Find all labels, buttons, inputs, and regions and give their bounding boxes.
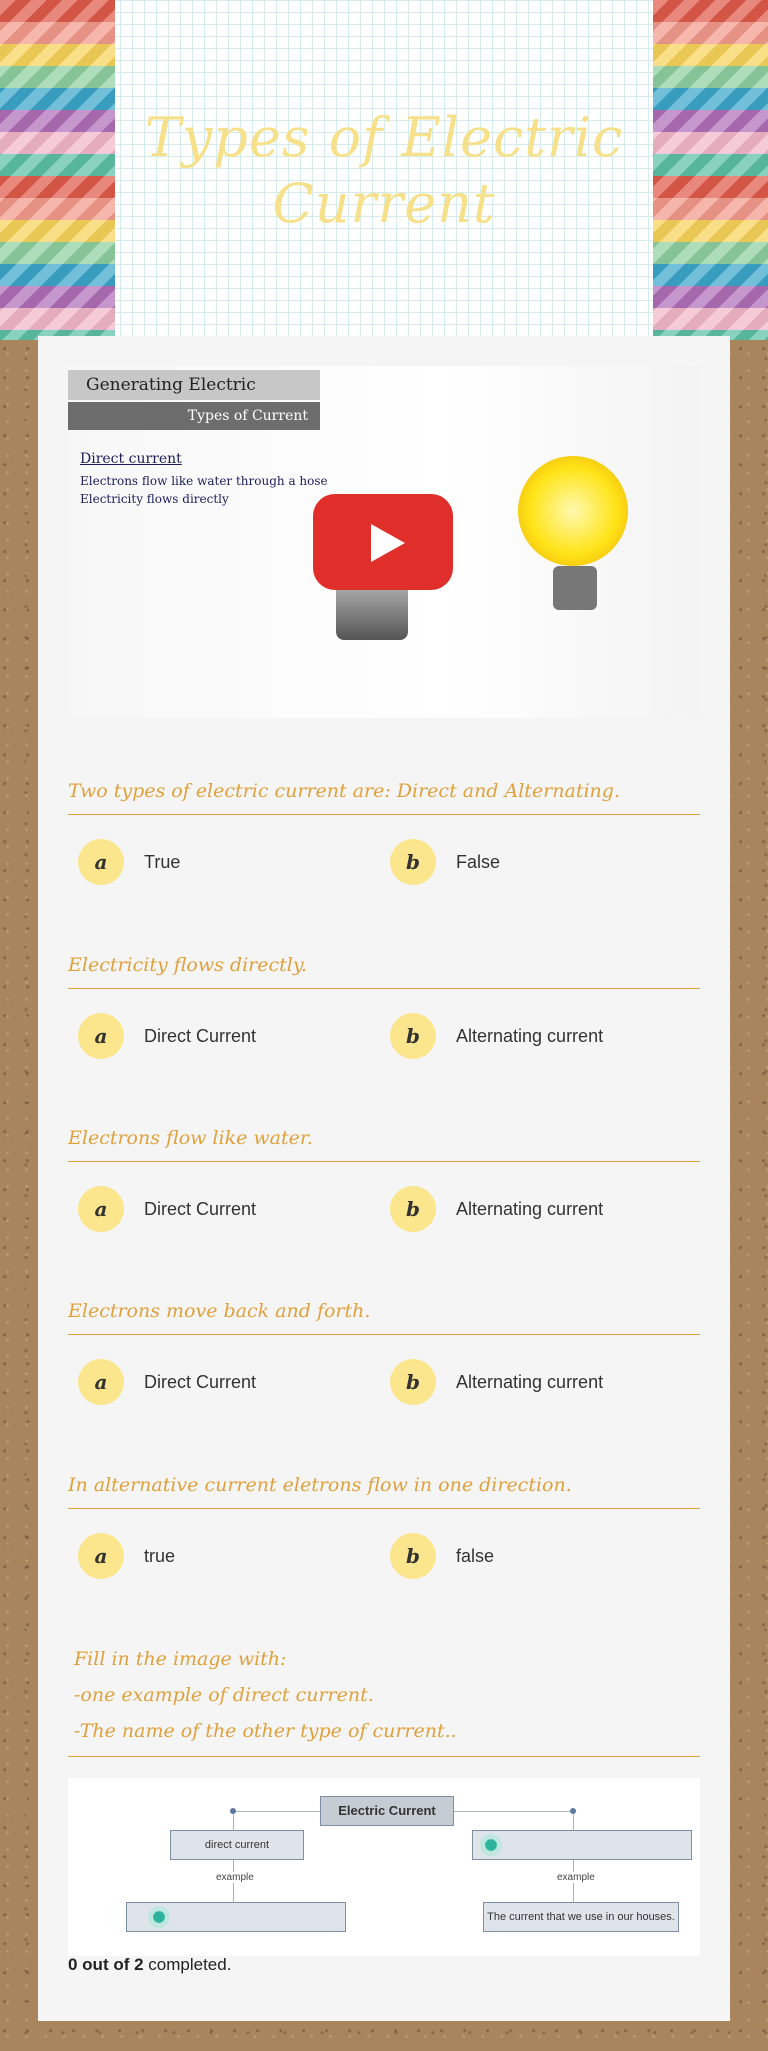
connector: [233, 1814, 234, 1830]
fill-instruction-line: -The name of the other type of current..: [74, 1720, 457, 1742]
option-b[interactable]: [390, 1532, 494, 1580]
chevron-pattern-left: [0, 0, 115, 360]
diagram-left-box: direct current: [170, 1830, 304, 1860]
diagram-root: Electric Current: [320, 1796, 454, 1826]
question-text: Electricity flows directly.: [68, 950, 700, 989]
question-4: [68, 1296, 700, 1394]
worksheet-card: [38, 336, 730, 2021]
diagram-right-example: The current that we use in our houses.: [483, 1902, 679, 1932]
question-2: [68, 950, 700, 1048]
option-a[interactable]: [78, 1532, 175, 1580]
video-bullet: Electrons flow like water through a hose: [80, 474, 328, 488]
option-b[interactable]: [390, 838, 500, 886]
option-label: false: [456, 1545, 495, 1566]
video-slide-title: Generating Electric: [68, 370, 320, 400]
option-label: true: [144, 1545, 176, 1566]
option-label: Alternating current: [456, 1025, 604, 1046]
fill-instruction-line: Fill in the image with:: [74, 1648, 287, 1670]
option-a[interactable]: [78, 1358, 256, 1406]
option-letter: b: [390, 839, 436, 885]
divider: [68, 1756, 700, 1757]
drop-zone-icon[interactable]: [480, 1834, 502, 1856]
option-a[interactable]: [78, 838, 180, 886]
option-b[interactable]: [390, 1358, 603, 1406]
option-label: Alternating current: [456, 1371, 604, 1392]
fill-instruction-line: -one example of direct current.: [74, 1684, 374, 1706]
question-text: In alternative current eletrons flow in one direction.: [68, 1470, 700, 1509]
play-icon[interactable]: [313, 494, 453, 590]
question-1: [68, 776, 700, 874]
header-banner: [0, 0, 768, 360]
option-a[interactable]: [78, 1012, 256, 1060]
video-player[interactable]: [68, 366, 700, 718]
lightbulb-image: [518, 456, 628, 566]
concept-diagram: [68, 1778, 700, 1956]
question-3: [68, 1123, 700, 1221]
video-bullet: Electricity flows directly: [80, 492, 229, 506]
drop-zone-icon[interactable]: [148, 1906, 170, 1928]
question-text: Two types of electric current are: Direct and Alternating.: [68, 776, 700, 815]
option-letter: b: [390, 1533, 436, 1579]
option-letter: a: [78, 839, 124, 885]
option-letter: a: [78, 1186, 124, 1232]
fill-instructions: [74, 1641, 700, 1749]
option-label: Alternating current: [456, 1198, 604, 1219]
option-letter: b: [390, 1186, 436, 1232]
video-heading: Direct current: [80, 451, 182, 467]
question-5: [68, 1470, 700, 1568]
connector: [573, 1814, 574, 1830]
lightbulb-base-image: [553, 566, 597, 610]
question-text: Electrons flow like water.: [68, 1123, 700, 1162]
page-title: Types of Electric Current: [144, 106, 624, 235]
option-b[interactable]: [390, 1185, 603, 1233]
option-letter: a: [78, 1359, 124, 1405]
progress-status: [68, 1955, 231, 1975]
option-label: False: [456, 851, 501, 872]
option-a[interactable]: [78, 1185, 256, 1233]
question-text: Electrons move back and forth.: [68, 1296, 700, 1335]
video-slide-subtitle: Types of Current: [68, 402, 320, 430]
option-label: Direct Current: [144, 1025, 257, 1046]
diagram-drop-target-right[interactable]: [472, 1830, 692, 1860]
option-label: Direct Current: [144, 1198, 257, 1219]
option-letter: a: [78, 1533, 124, 1579]
option-letter: b: [390, 1359, 436, 1405]
chevron-pattern-right: [653, 0, 768, 360]
progress-count: 0 out of 2: [68, 1955, 144, 1974]
option-label: True: [144, 851, 181, 872]
option-letter: b: [390, 1013, 436, 1059]
progress-suffix: completed.: [143, 1955, 232, 1974]
diagram-edge-label: example: [557, 1872, 595, 1883]
diagram-edge-label: example: [216, 1872, 254, 1883]
option-b[interactable]: [390, 1012, 603, 1060]
option-letter: a: [78, 1013, 124, 1059]
option-label: Direct Current: [144, 1371, 257, 1392]
